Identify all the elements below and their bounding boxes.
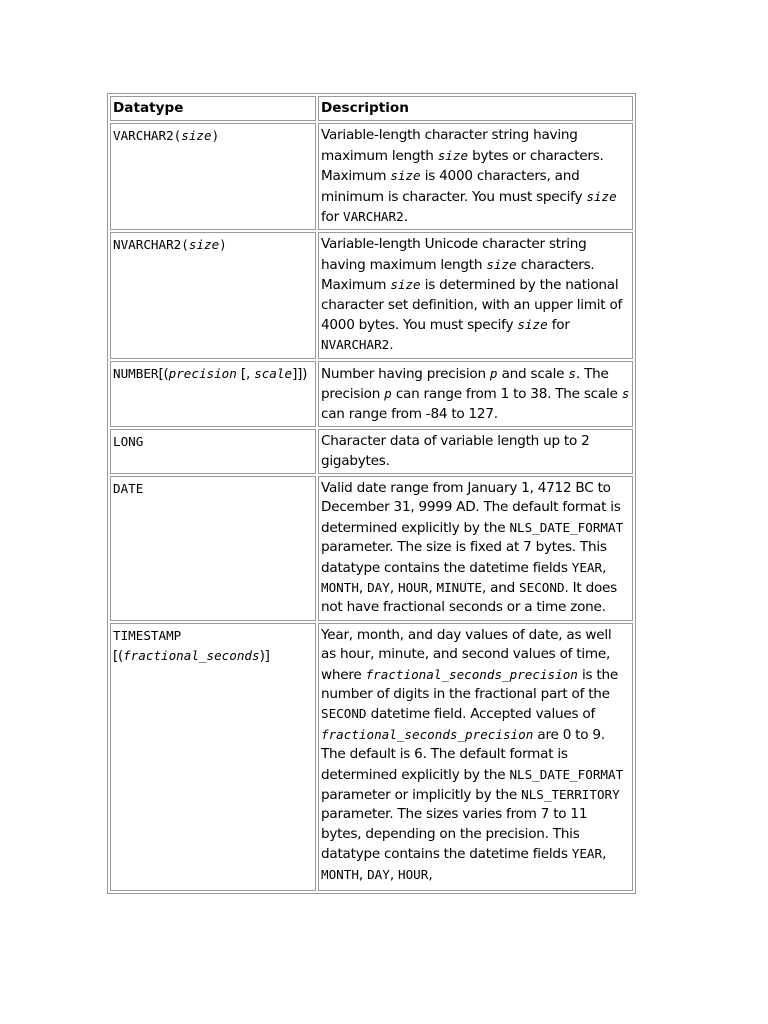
variable-run: size — [486, 256, 517, 272]
description-cell — [318, 361, 633, 427]
datatype-cell — [110, 123, 316, 230]
text-run: . It does not have fractional seconds or a time zone. — [321, 579, 617, 616]
code-run: NLS_TERRITORY — [521, 787, 620, 802]
text-run: Variable-length Unicode character string having maximum length — [321, 236, 587, 273]
variable-run: fractional_seconds_precision — [365, 666, 578, 682]
code-run: NUMBER — [113, 365, 159, 381]
variable-run: p — [384, 386, 392, 402]
variable-run: size — [181, 128, 212, 144]
text-run: parameter. The sizes varies from 7 to 11 bytes, depending on the precision. This datatype contains the datetime fields — [321, 806, 588, 863]
text-run: Number having precision — [321, 365, 490, 382]
header-row — [110, 96, 633, 121]
code-run: MONTH — [321, 866, 359, 882]
datatype-table — [107, 93, 636, 894]
code-run: DAY — [367, 579, 390, 595]
code-run: DATE — [113, 480, 144, 496]
text-run: , — [428, 866, 433, 883]
code-run: MINUTE — [436, 579, 482, 595]
variable-run: fractional_seconds_precision — [321, 726, 534, 742]
description-cell — [318, 232, 633, 358]
text-run: can range from -84 to 127. — [321, 405, 498, 422]
text-run: , — [389, 866, 398, 883]
text-run: parameter or implicitly by the — [321, 787, 522, 803]
code-run: NLS_DATE_FORMAT — [509, 519, 624, 535]
datatype-cell — [110, 232, 316, 358]
code-run: HOUR — [397, 866, 429, 882]
text-run: bytes or characters. Maximum — [321, 147, 604, 185]
datatype-cell — [110, 361, 316, 427]
text-run: are 0 to 9. The default is 6. The default format is determined explicitly by the — [321, 726, 605, 783]
variable-run: s — [568, 365, 576, 381]
table-row — [110, 623, 633, 891]
code-run: NLS_DATE_FORMAT — [509, 766, 624, 782]
text-run: is the number of digits in the fractional part of the — [321, 666, 618, 702]
text-run: Character data of variable length up to 2 gigabytes. — [321, 433, 590, 469]
text-run: , — [602, 559, 607, 576]
variable-run: size — [517, 317, 548, 333]
code-run: DAY — [367, 866, 390, 882]
variable-run: size — [437, 147, 469, 163]
text-run: , and — [481, 579, 520, 596]
table-row — [110, 429, 633, 474]
variable-run: size — [390, 277, 421, 293]
description-cell — [318, 476, 633, 621]
table-row — [110, 476, 633, 621]
code-run: HOUR — [397, 579, 429, 595]
text-run: , — [358, 579, 368, 596]
text-run: Variable-length character string having maximum length — [321, 127, 578, 164]
table-row — [110, 361, 633, 427]
text-run: [( — [158, 365, 169, 382]
datatype-cell — [110, 623, 316, 891]
variable-run: size — [586, 188, 617, 204]
header-datatype: Datatype — [110, 96, 316, 121]
code-run: YEAR — [571, 559, 603, 575]
variable-run: scale — [254, 365, 293, 381]
text-run: datetime field. Accepted values of — [366, 706, 596, 723]
text-run: and scale — [497, 365, 569, 382]
code-run: ) — [211, 128, 220, 144]
code-run: VARCHAR2( — [113, 128, 182, 144]
text-run: . The precision — [321, 365, 609, 403]
code-run: NVARCHAR2( — [113, 237, 189, 253]
code-run: LONG — [113, 434, 144, 450]
text-run: for — [547, 317, 570, 334]
text-run: , — [602, 846, 607, 863]
text-run: [, — [236, 365, 255, 382]
description-cell — [318, 123, 633, 230]
text-run: parameter. The size is fixed at 7 bytes. This datatype contains the datetime fields — [321, 539, 607, 576]
text-run: , — [428, 579, 437, 596]
text-run: , — [358, 866, 368, 883]
code-run: YEAR — [571, 846, 603, 862]
text-run: )] — [259, 648, 270, 665]
text-run: for — [321, 209, 344, 226]
description-cell — [318, 429, 633, 474]
description-cell — [318, 623, 633, 891]
variable-run: precision — [168, 365, 237, 381]
code-run: SECOND — [321, 706, 367, 722]
text-run: . — [389, 337, 394, 354]
header-description: Description — [318, 96, 633, 121]
variable-run: size — [188, 237, 220, 253]
table-row — [110, 232, 633, 358]
datatype-table-body — [110, 96, 633, 891]
variable-run: fractional_seconds — [123, 648, 260, 664]
code-run: ) — [219, 237, 227, 253]
text-run: can range from 1 to 38. The scale — [391, 386, 622, 403]
code-run: NVARCHAR2 — [321, 337, 390, 353]
code-run: MONTH — [321, 579, 359, 595]
code-run: VARCHAR2 — [343, 209, 404, 225]
text-run: Year, month, and day values of date, as well as hour, minute, and second values of time, where — [321, 626, 612, 683]
text-run: is determined by the national character set definition, with an upper limit of 4000 bytes. You must specify — [321, 277, 623, 334]
text-run: . — [403, 209, 408, 226]
text-run: Valid date range from January 1, 4712 BC to December 31, 9999 AD. The default format is determined explicitly by the — [321, 479, 621, 536]
text-run: , — [389, 579, 398, 596]
datatype-cell — [110, 429, 316, 474]
variable-run: s — [621, 386, 630, 402]
text-run: characters. Maximum — [321, 256, 595, 294]
variable-run: size — [390, 168, 421, 184]
code-run: TIMESTAMP — [113, 627, 182, 643]
text-run: [( — [113, 648, 124, 665]
text-run: ]]) — [292, 365, 308, 382]
variable-run: p — [489, 365, 498, 381]
datatype-cell — [110, 476, 316, 621]
table-row — [110, 123, 633, 230]
text-run: is 4000 characters, and minimum is character. You must specify — [321, 168, 587, 205]
code-run: SECOND — [519, 579, 565, 595]
